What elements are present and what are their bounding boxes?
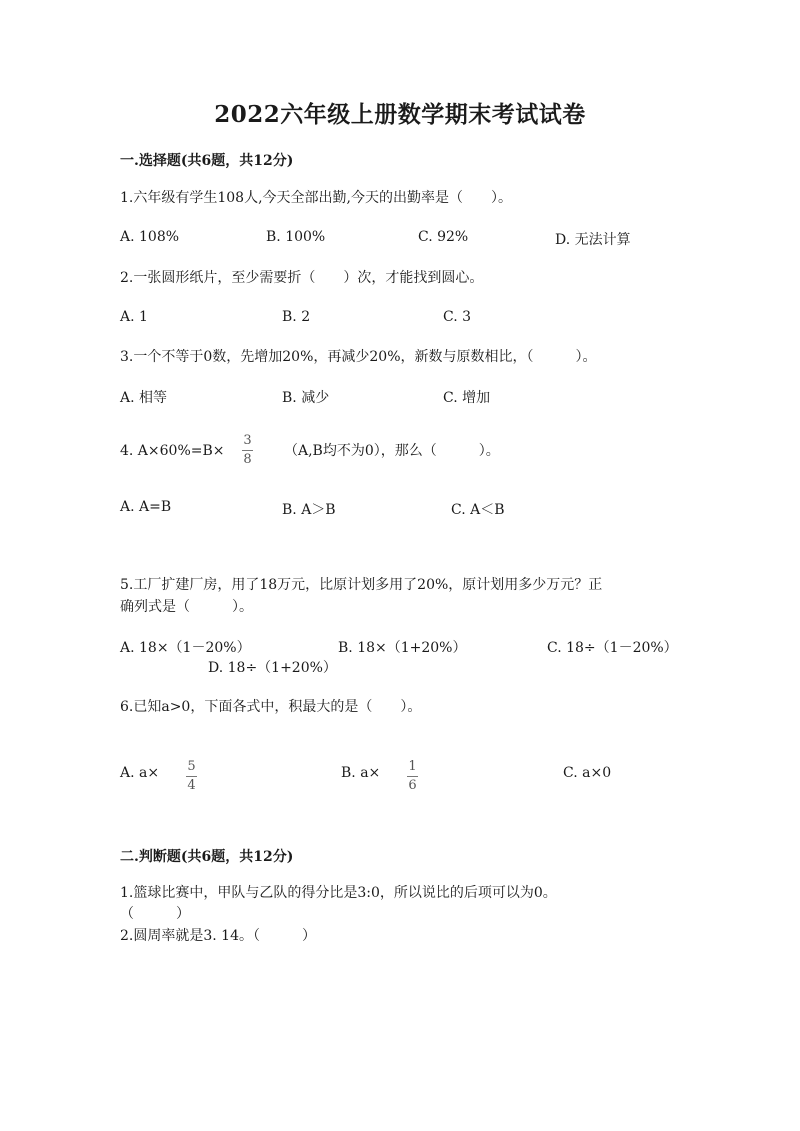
q1-option-d: D. 无法计算 bbox=[555, 232, 631, 248]
q6-a-numerator: 5 bbox=[187, 759, 196, 774]
q5-option-a: A. 18×（1－20%） bbox=[120, 640, 251, 656]
q5-option-c: C. 18÷（1－20%） bbox=[547, 640, 678, 656]
q2-option-b: B. 2 bbox=[282, 309, 311, 325]
q2-option-c: C. 3 bbox=[443, 309, 472, 325]
q4-option-a: A. A=B bbox=[120, 499, 172, 515]
q2-option-a: A. 1 bbox=[120, 309, 148, 325]
q6-b-denominator: 6 bbox=[408, 778, 417, 793]
question-5-line2: 确列式是（ ）。 bbox=[120, 599, 253, 615]
q6-option-a-fraction bbox=[186, 760, 197, 793]
q6-option-b-fraction bbox=[407, 760, 418, 793]
fraction-bar bbox=[407, 776, 418, 777]
q5-option-d: D. 18÷（1+20%） bbox=[208, 660, 337, 676]
exam-title: 2022六年级上册数学期末考试试卷 bbox=[214, 101, 586, 128]
q6-b-numerator: 1 bbox=[408, 759, 417, 774]
q4-fraction bbox=[242, 434, 253, 467]
q1-option-c: C. 92% bbox=[418, 229, 469, 245]
q1-option-b: B. 100% bbox=[266, 229, 326, 245]
section-heading-choice: 一.选择题(共6题，共12分) bbox=[120, 153, 294, 169]
question-2: 2.一张圆形纸片，至少需要折（ ）次，才能找到圆心。 bbox=[120, 270, 484, 286]
question-3: 3.一个不等于0数，先增加20%，再减少20%，新数与原数相比，（ ）。 bbox=[120, 349, 597, 365]
q4-option-c: C. A＜B bbox=[451, 502, 505, 518]
question-4-prefix: 4. A×60%=B× bbox=[120, 443, 225, 459]
q3-option-c: C. 增加 bbox=[443, 390, 491, 406]
question-1: 1.六年级有学生108人,今天全部出勤,今天的出勤率是（ ）。 bbox=[120, 190, 512, 206]
q4-fraction-numerator: 3 bbox=[243, 433, 252, 448]
question-4-suffix: （A,B均不为0），那么（ ）。 bbox=[284, 443, 500, 459]
q3-option-b: B. 减少 bbox=[282, 390, 330, 406]
q3-option-a: A. 相等 bbox=[120, 390, 168, 406]
q6-a-denominator: 4 bbox=[187, 778, 196, 793]
question-6: 6.已知a>0，下面各式中，积最大的是（ ）。 bbox=[120, 699, 422, 715]
q6-option-b-label: B. a× bbox=[341, 765, 381, 781]
q1-option-a: A. 108% bbox=[120, 229, 180, 245]
q4-option-b: B. A＞B bbox=[282, 502, 336, 518]
judgement-1-line1: 1.篮球比赛中，甲队与乙队的得分比是3:0，所以说比的后项可以为0。 bbox=[120, 885, 557, 901]
section-heading-judgement: 二.判断题(共6题，共12分) bbox=[120, 849, 294, 865]
judgement-1-line2: （ ） bbox=[120, 906, 190, 922]
fraction-bar bbox=[186, 776, 197, 777]
judgement-2: 2.圆周率就是3. 14。（ ） bbox=[120, 928, 316, 944]
q6-option-c: C. a×0 bbox=[563, 765, 612, 781]
fraction-bar bbox=[242, 450, 253, 451]
q6-option-a-label: A. a× bbox=[120, 765, 160, 781]
question-5-line1: 5.工厂扩建厂房，用了18万元，比原计划多用了20%，原计划用多少万元？正 bbox=[120, 577, 603, 593]
q5-option-b: B. 18×（1+20%） bbox=[338, 640, 467, 656]
q4-fraction-denominator: 8 bbox=[243, 452, 252, 467]
